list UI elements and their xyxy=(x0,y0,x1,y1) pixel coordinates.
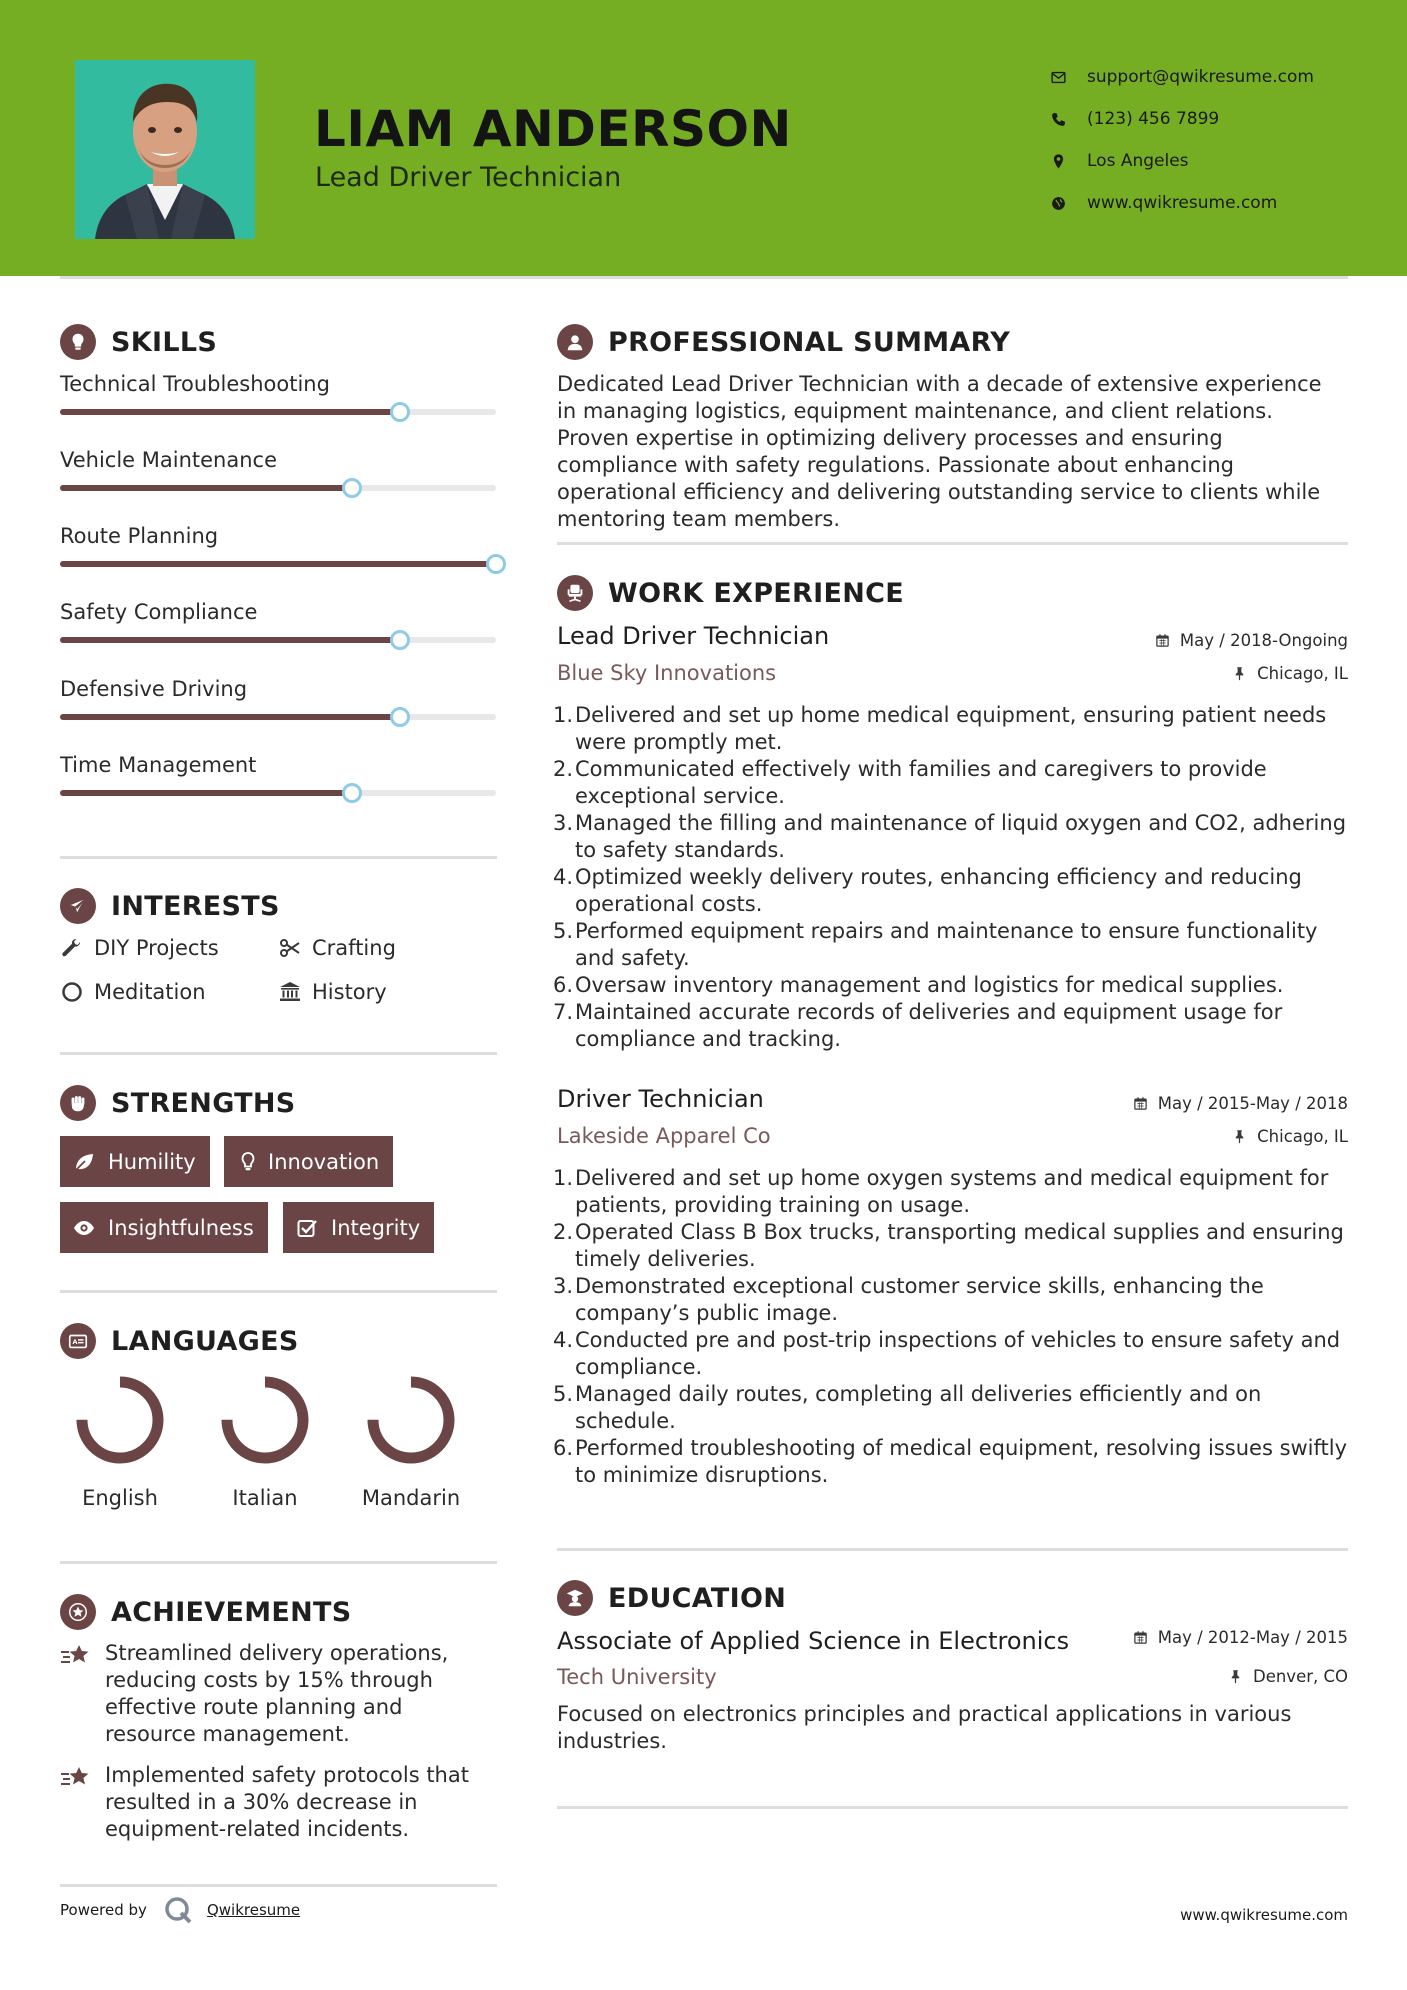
list-item: 3. Managed the filling and maintenance of liquid oxygen and CO2, adhering to safety standards. xyxy=(553,811,1347,862)
achievement-text: Implemented safety protocols that resulted in a 30% decrease in equipment-related incidents. xyxy=(105,1763,469,1841)
summary-heading-text: PROFESSIONAL SUMMARY xyxy=(608,326,1011,358)
list-item: 3. Demonstrated exceptional customer service skills, enhancing the company’s public image. xyxy=(553,1274,1264,1325)
globe-icon xyxy=(1050,195,1087,212)
svg-text:A: A xyxy=(72,1338,78,1347)
language-mandarin xyxy=(351,1372,471,1510)
language-label: Mandarin xyxy=(361,1486,461,1510)
job-location xyxy=(1232,1127,1348,1146)
list-item: 1. Delivered and set up home oxygen systems and medical equipment for patients, providing training on usage. xyxy=(553,1166,1329,1217)
interest-history xyxy=(278,980,387,1004)
wrench-icon xyxy=(60,936,84,960)
job-title: Lead Driver Technician xyxy=(557,622,830,650)
calendar-icon xyxy=(1133,1630,1148,1645)
skill-bar-fill xyxy=(60,714,400,720)
job-responsibilities xyxy=(553,702,1357,1053)
job-location xyxy=(1232,664,1348,683)
office-chair-icon xyxy=(557,575,593,611)
section-divider xyxy=(60,1561,497,1564)
interest-label: History xyxy=(312,980,387,1004)
envelope-icon xyxy=(1050,69,1087,86)
achievement-item xyxy=(60,1762,490,1843)
eye-icon xyxy=(72,1216,96,1240)
strength-label: Integrity xyxy=(331,1215,421,1240)
skill-bar-fill xyxy=(60,561,496,567)
skill-bar-track xyxy=(60,714,496,720)
skill-bar-knob xyxy=(390,707,410,727)
skill-label: Time Management xyxy=(60,753,257,777)
interest-crafting xyxy=(278,936,396,960)
achievement-item xyxy=(60,1640,490,1748)
strengths-heading xyxy=(60,1085,296,1121)
lightbulb-icon xyxy=(60,324,96,360)
skill-time-management xyxy=(60,753,498,777)
interests-heading-text: INTERESTS xyxy=(111,890,280,922)
user-icon xyxy=(557,324,593,360)
skill-technical-troubleshooting xyxy=(60,372,498,396)
skill-bar-track xyxy=(60,409,496,415)
skill-bar-track xyxy=(60,561,496,567)
skill-bar-knob xyxy=(342,478,362,498)
skill-bar-knob xyxy=(390,402,410,422)
leaf-icon xyxy=(72,1150,96,1174)
summary-text: Dedicated Lead Driver Technician with a decade of extensive experience in managing logistics, equipment maintenance, and client relations. Proven expertise in optimizing delivery processes and ensuring compliance with safety regulations. Passionate about enhancing operational efficiency and delivering outstanding service to clients while mentoring team members. xyxy=(557,372,1322,531)
list-item: 5. Performed equipment repairs and maintenance to ensure functionality and safety. xyxy=(553,919,1318,970)
shooting-star-icon xyxy=(60,1764,92,1792)
list-item: 5. Managed daily routes, completing all deliveries efficiently and on schedule. xyxy=(553,1382,1262,1433)
skill-bar-knob xyxy=(390,630,410,650)
strength-insightfulness xyxy=(60,1202,268,1253)
contact-website[interactable] xyxy=(1050,182,1370,224)
languages-heading xyxy=(60,1323,299,1359)
list-item: 7. Maintained accurate records of deliveries and equipment usage for compliance and tracking. xyxy=(553,1000,1283,1051)
experience-heading-text: WORK EXPERIENCE xyxy=(608,577,904,609)
list-item: 6. Performed troubleshooting of medical equipment, resolving issues swiftly to minimize disruptions. xyxy=(553,1436,1348,1487)
skill-label: Vehicle Maintenance xyxy=(60,448,278,472)
job-date xyxy=(1133,1094,1348,1113)
skill-label: Route Planning xyxy=(60,524,219,548)
skills-heading-text: SKILLS xyxy=(111,326,218,358)
powered-by-text: Powered by xyxy=(60,1901,147,1919)
interest-label: Meditation xyxy=(94,980,206,1004)
section-divider xyxy=(60,1052,497,1055)
education-date-text: May / 2012-May / 2015 xyxy=(1157,1628,1348,1647)
list-item: 2. Communicated effectively with families and caregivers to provide exceptional service. xyxy=(553,757,1267,808)
skill-label: Defensive Driving xyxy=(60,677,248,701)
education-school: Tech University xyxy=(557,1665,717,1689)
skill-bar-knob xyxy=(342,783,362,803)
phone-icon xyxy=(1050,111,1087,128)
contact-location xyxy=(1050,140,1370,182)
language-italian xyxy=(205,1372,325,1510)
education-date xyxy=(1133,1628,1348,1647)
pushpin-icon xyxy=(1232,666,1247,681)
strength-integrity xyxy=(283,1202,434,1253)
calendar-icon xyxy=(1155,633,1170,648)
education-degree: Associate of Applied Science in Electronics xyxy=(557,1627,1070,1655)
interests-heading xyxy=(60,888,280,924)
pushpin-icon xyxy=(1232,1129,1247,1144)
language-ring xyxy=(72,1372,168,1468)
achievements-heading-text: ACHIEVEMENTS xyxy=(111,1596,352,1628)
circle-icon xyxy=(60,980,84,1004)
section-divider xyxy=(557,542,1348,545)
interest-diy-projects xyxy=(60,936,219,960)
shooting-star-icon xyxy=(60,1642,92,1670)
education-location-text: Denver, CO xyxy=(1252,1667,1348,1686)
job-date-text: May / 2015-May / 2018 xyxy=(1157,1094,1348,1113)
skill-bar-track xyxy=(60,485,496,491)
education-location xyxy=(1228,1667,1348,1686)
job-date-text: May / 2018-Ongoing xyxy=(1179,631,1348,650)
job-responsibilities xyxy=(553,1165,1357,1489)
footer-powered-by xyxy=(60,1895,300,1925)
skill-vehicle-maintenance xyxy=(60,448,498,472)
language-ring xyxy=(217,1372,313,1468)
strength-label: Innovation xyxy=(268,1149,380,1174)
bank-icon xyxy=(278,980,302,1004)
star-badge-icon xyxy=(60,1594,96,1630)
contact-email-text: support@qwikresume.com xyxy=(1087,67,1314,87)
skill-bar-track xyxy=(60,637,496,643)
language-english xyxy=(60,1372,180,1510)
contact-website-text: www.qwikresume.com xyxy=(1087,193,1278,213)
qwikresume-link[interactable]: Qwikresume xyxy=(206,1901,301,1919)
paper-plane-icon xyxy=(60,888,96,924)
contact-location-text: Los Angeles xyxy=(1087,151,1189,171)
job-company: Blue Sky Innovations xyxy=(557,661,777,685)
job-company: Lakeside Apparel Co xyxy=(557,1124,771,1148)
section-divider xyxy=(557,1548,1348,1551)
achievements-heading xyxy=(60,1594,352,1630)
contact-phone[interactable] xyxy=(1050,98,1370,140)
section-divider xyxy=(60,856,497,859)
list-item: 4. Conducted pre and post-trip inspections of vehicles to ensure safety and compliance. xyxy=(553,1328,1341,1379)
language-label: English xyxy=(82,1486,158,1510)
languages-heading-text: LANGUAGES xyxy=(111,1325,299,1357)
strength-innovation xyxy=(224,1136,393,1187)
skill-bar-fill xyxy=(60,485,352,491)
lightbulb-icon xyxy=(236,1150,260,1174)
skill-route-planning xyxy=(60,524,498,548)
skill-bar-fill xyxy=(60,637,400,643)
job-location-text: Chicago, IL xyxy=(1257,1127,1348,1146)
section-divider xyxy=(557,1806,1348,1809)
contact-email[interactable] xyxy=(1050,56,1370,98)
graduate-icon xyxy=(557,1580,593,1616)
strength-humility xyxy=(60,1136,210,1187)
language-card-icon xyxy=(60,1323,96,1359)
education-heading xyxy=(557,1580,786,1616)
list-item: 4. Optimized weekly delivery routes, enhancing efficiency and reducing operational costs. xyxy=(553,865,1302,916)
language-ring xyxy=(363,1372,459,1468)
profile-photo xyxy=(75,60,255,239)
header-divider xyxy=(60,276,1348,279)
skill-label: Technical Troubleshooting xyxy=(60,372,330,396)
footer-website[interactable]: www.qwikresume.com xyxy=(1180,1906,1348,1924)
skill-bar-track xyxy=(60,790,496,796)
candidate-role: Lead Driver Technician xyxy=(315,162,622,193)
strength-label: Insightfulness xyxy=(108,1215,254,1240)
language-label: Italian xyxy=(232,1486,298,1510)
achievement-text: Streamlined delivery operations, reducing costs by 15% through effective route planning and resource management. xyxy=(105,1641,449,1746)
education-heading-text: EDUCATION xyxy=(608,1582,787,1614)
interest-meditation xyxy=(60,980,206,1004)
job-title: Driver Technician xyxy=(557,1085,764,1113)
list-item: 1. Delivered and set up home medical equipment, ensuring patient needs were promptly met. xyxy=(553,703,1327,754)
pushpin-icon xyxy=(1228,1669,1243,1684)
skill-bar-knob xyxy=(486,554,506,574)
strength-label: Humility xyxy=(108,1149,196,1174)
map-marker-icon xyxy=(1050,153,1087,170)
skill-safety-compliance xyxy=(60,600,498,624)
qwikresume-logo-icon xyxy=(163,1895,193,1925)
contact-list xyxy=(1050,56,1370,224)
skills-heading xyxy=(60,324,217,360)
portrait-image xyxy=(75,60,255,239)
job-date xyxy=(1155,631,1348,650)
skill-label: Safety Compliance xyxy=(60,600,258,624)
section-divider xyxy=(60,1884,497,1887)
job-location-text: Chicago, IL xyxy=(1257,664,1348,683)
summary-heading xyxy=(557,324,1010,360)
interest-label: DIY Projects xyxy=(94,936,219,960)
list-item: 2. Operated Class B Box trucks, transporting medical supplies and ensuring timely deliveries. xyxy=(553,1220,1344,1271)
header-banner xyxy=(0,0,1407,276)
skill-bar-fill xyxy=(60,790,352,796)
scissors-icon xyxy=(278,936,302,960)
experience-heading xyxy=(557,575,904,611)
calendar-icon xyxy=(1133,1096,1148,1111)
fist-icon xyxy=(60,1085,96,1121)
section-divider xyxy=(60,1290,497,1293)
strengths-heading-text: STRENGTHS xyxy=(111,1087,296,1119)
education-description: Focused on electronics principles and practical applications in various industries. xyxy=(557,1702,1292,1753)
skill-bar-fill xyxy=(60,409,400,415)
check-square-icon xyxy=(295,1216,319,1240)
interest-label: Crafting xyxy=(312,936,396,960)
candidate-name: LIAM ANDERSON xyxy=(314,100,792,158)
list-item: 6. Oversaw inventory management and logistics for medical supplies. xyxy=(553,973,1284,997)
contact-phone-text: (123) 456 7899 xyxy=(1087,109,1220,129)
skill-defensive-driving xyxy=(60,677,498,701)
